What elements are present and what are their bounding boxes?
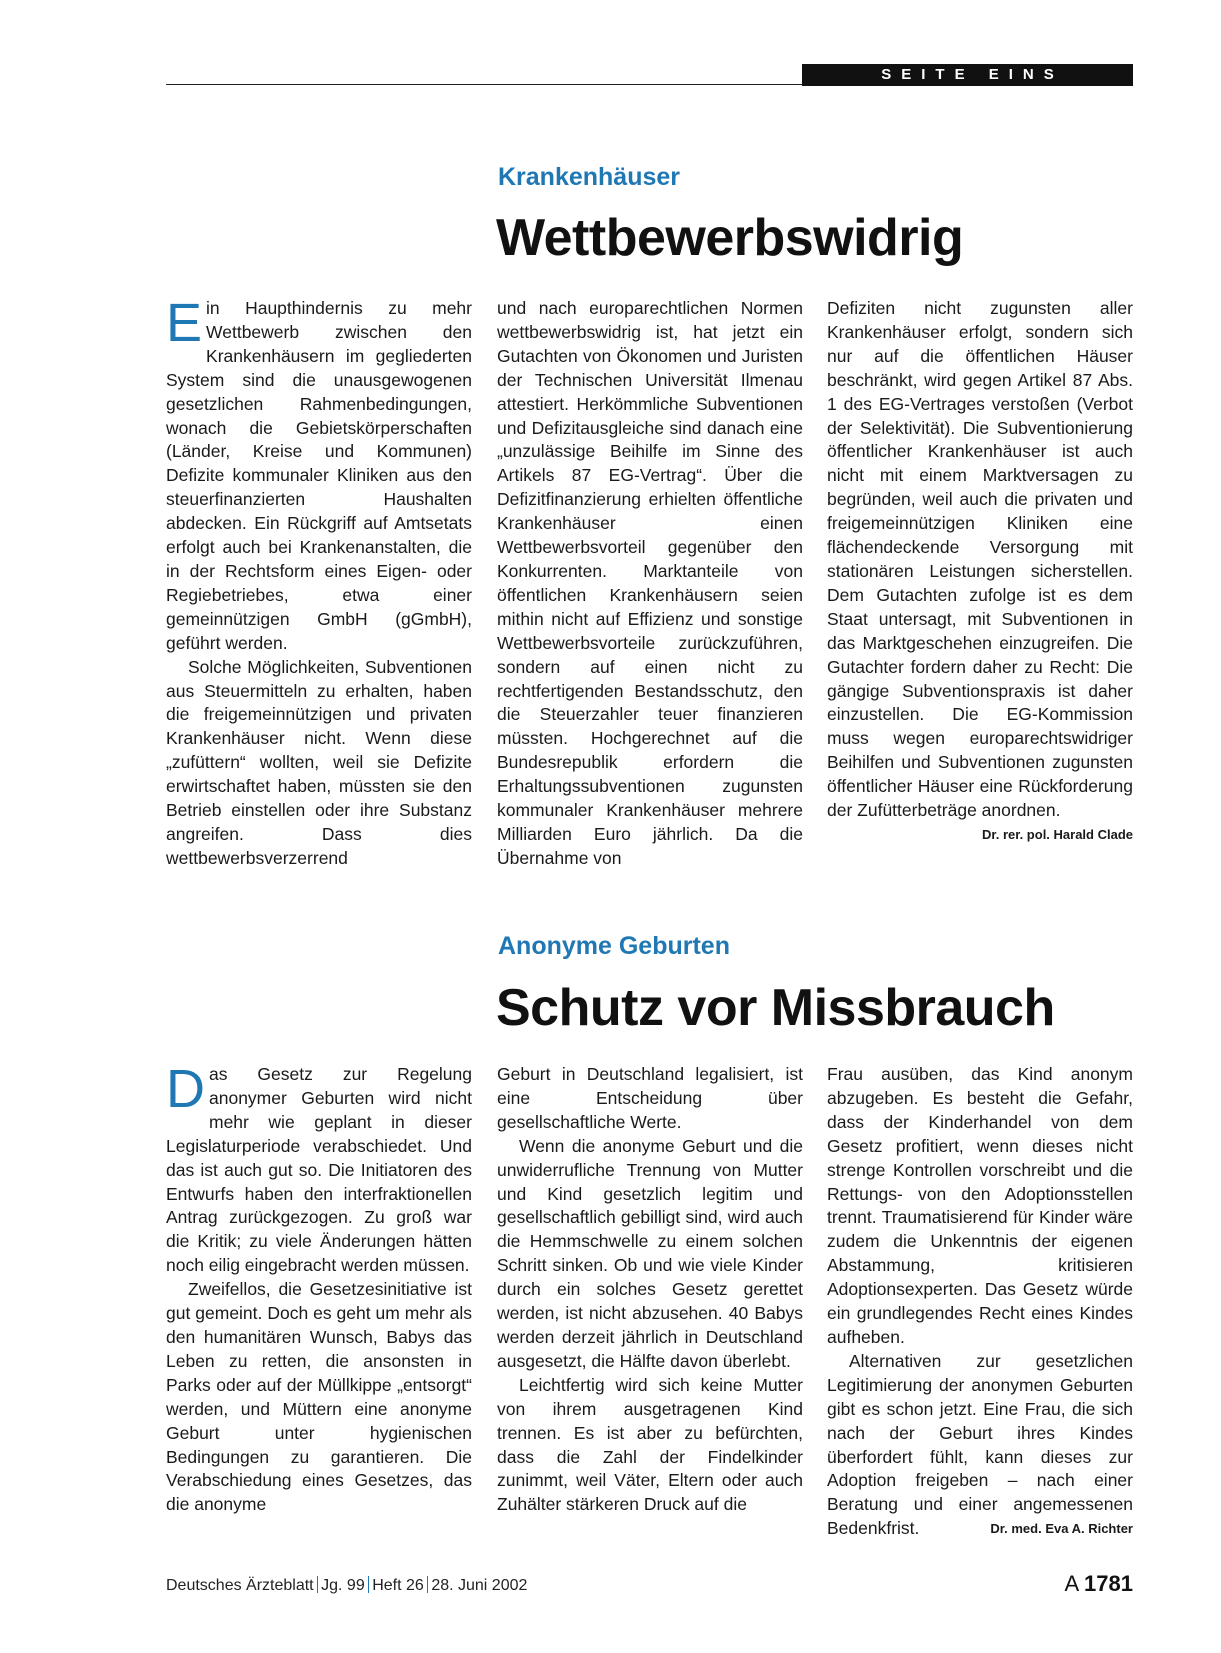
article2-column-3 [827, 1063, 1133, 1541]
article2-column-1 [166, 1059, 472, 1517]
dropcap: E [166, 293, 203, 353]
paragraph: in Haupthindernis zu mehr Wettbewerb zwischen den Krankenhäusern im gegliederten System sind die unausgewogenen gesetzlichen Rahmenbedingungen, wonach die Gebietskörperschaften (Länder, Kreise und Kommunen) Defizite kommunaler Kliniken aus den steuerfinanzierten Haushalten abdecken. Ein Rückgriff auf Amtsetats erfolgt auch bei Krankenanstalten, die in der Rechtsform eines Eigen- oder Regiebetriebes, etwa einer gemeinnützigen GmbH (gGmbH), geführt werden. [166, 298, 472, 653]
separator [368, 1576, 370, 1593]
page-number [1064, 1571, 1133, 1597]
footer-citation [166, 1576, 527, 1595]
date: 28. Juni 2002 [431, 1577, 528, 1594]
paragraph: Solche Möglichkeiten, Subventionen aus Steuermitteln zu erhalten, haben die freigemeinnützigen und privaten Krankenhäuser nicht. Wenn diese „zufüttern“ wollten, weil sie Defizite erwirtschaftet haben, müssten sie den Betrieb einstellen oder ihre Substanz angreifen. Dass dies wettbewerbsverzerrend [166, 656, 472, 868]
paragraph: Leichtfertig wird sich keine Mutter von ihrem ausgetragenen Kind trennen. Es ist aber zu befürchten, dass die Zahl der Findelkinder zunimmt, weil Väter, Eltern oder auch Zuhälter stärkeren Druck auf die [497, 1374, 803, 1515]
paragraph: as Gesetz zur Regelung anonymer Geburten wird nicht mehr wie geplant in dieser Legislaturperiode verabschiedet. Und das ist auch gut so. Die Initiatoren des Entwurfs haben den interfraktionellen Antrag zurückgezogen. Zu groß war die Kritik; zu viele Änderungen hätten noch eilig eingebracht werden müssen. [166, 1064, 472, 1276]
article1-column-2 [497, 297, 803, 871]
page-prefix: A [1064, 1571, 1078, 1596]
article2-kicker: Anonyme Geburten [498, 932, 730, 960]
paragraph: Frau ausüben, das Kind anonym abzugeben. Es besteht die Gefahr, dass der Kinderhandel von dem Gesetz profitiert, wenn dieses nicht strenge Kontrollen vorschreibt und die Rettungs- von den Adoptionsstellen trennt. Traumatisierend für Kinder wäre zudem die Unkenntnis der eigenen Abstammung, kritisieren Adoptionsexperten. Das Gesetz würde ein grundlegendes Recht eines Kindes aufheben. [827, 1064, 1133, 1347]
paragraph: Zweifellos, die Gesetzesinitiative ist gut gemeint. Doch es geht um mehr als den humanitären Wunsch, Babys das Leben zu retten, die ansonsten in Parks oder auf der Müllkippe „entsorgt“ werden, und Müttern eine anonyme Geburt unter hygienischen Bedingungen zu garantieren. Die Verabschiedung eines Gesetzes, das die anonyme [166, 1279, 472, 1515]
dropcap: D [166, 1059, 205, 1119]
article2-title: Schutz vor Missbrauch [496, 979, 1055, 1037]
paragraph: Geburt in Deutschland legalisiert, ist eine Entscheidung über gesellschaftliche Werte. [497, 1064, 803, 1132]
paragraph: Alternativen zur gesetzlichen Legitimierung der anonymen Geburten gibt es schon jetzt. Eine Frau, die sich nach der Geburt ihres Kindes überfordert fühlt, kann dieses zur Adoption freigeben – nach einer Beratung und einer angemessenen Bedenkfrist. [827, 1350, 1133, 1539]
article1-column-1 [166, 293, 472, 871]
section-label: SEITE EINS [802, 64, 1133, 86]
separator [317, 1576, 319, 1593]
article1-title: Wettbewerbswidrig [496, 209, 964, 267]
author-byline: Dr. med. Eva A. Richter [990, 1521, 1133, 1537]
article1-column-3 [827, 297, 1133, 847]
paragraph: Wenn die anonyme Geburt und die unwiderrufliche Trennung von Mutter und Kind gesetzlich legitim und gesellschaftlich gebilligt sind, wird auch die Hemmschwelle zu einem solchen Schritt sinken. Ob und wie viele Kinder durch ein solches Gesetz gerettet werden, ist nicht abzusehen. 40 Babys werden derzeit jährlich in Deutschland ausgesetzt, die Hälfte davon überlebt. [497, 1135, 803, 1371]
volume: Jg. 99 [321, 1577, 365, 1594]
page-number-value: 1781 [1084, 1571, 1133, 1596]
article1-kicker: Krankenhäuser [498, 163, 681, 191]
paragraph: Defiziten nicht zugunsten aller Krankenhäuser erfolgt, sondern sich nur auf die öffentlichen Häuser beschränkt, wird gegen Artikel 87 Abs. 1 des EG-Vertrages verstoßen (Verbot der Selektivität). Die Subventionierung öffentlicher Krankenhäuser ist auch nicht mit einem Marktversagen zu begründen, weil auch die privaten und freigemeinnützigen Kliniken eine flächendeckende Versorgung mit stationären Leistungen sicherstellen. Dem Gutachten zufolge ist es dem Staat untersagt, mit Subventionen in das Marktgeschehen einzugreifen. Die Gutachter fordern daher zu Recht: Die gängige Subventionspraxis ist daher einzustellen. Die EG-Kommission muss wegen europarechtswidriger Beihilfen und Subventionen zugunsten öffentlicher Häuser eine Rückforderung der Zufütterbeträge anordnen. [827, 298, 1133, 821]
issue: Heft 26 [372, 1577, 424, 1594]
separator [427, 1576, 429, 1593]
article2-column-2 [497, 1063, 803, 1517]
paragraph: und nach europarechtlichen Normen wettbewerbswidrig ist, hat jetzt ein Gutachten von Ökonomen und Juristen der Technischen Universität Ilmenau attestiert. Herkömmliche Subventionen und Defizitausgleiche sind danach eine „unzulässige Beihilfe im Sinne des Artikels 87 EG-Vertrag“. Über die Defizitfinanzierung erhielten öffentliche Krankenhäuser einen Wettbewerbsvorteil gegenüber den Konkurrenten. Marktanteile von öffentlichen Krankenhäusern seien mithin nicht auf Effizienz und sonstige Wettbewerbsvorteile zurückzuführen, sondern auf einen nicht zu rechtfertigenden Bestandsschutz, den die Steuerzahler teuer finanzieren müssten. Hochgerechnet auf die Bundesrepublik erfordern die Erhaltungssubventionen zugunsten kommunaler Krankenhäuser mehrere Milliarden Euro jährlich. Da die Übernahme von [497, 298, 803, 868]
journal-name: Deutsches Ärzteblatt [166, 1577, 314, 1594]
author-byline: Dr. rer. pol. Harald Clade [982, 826, 1133, 842]
